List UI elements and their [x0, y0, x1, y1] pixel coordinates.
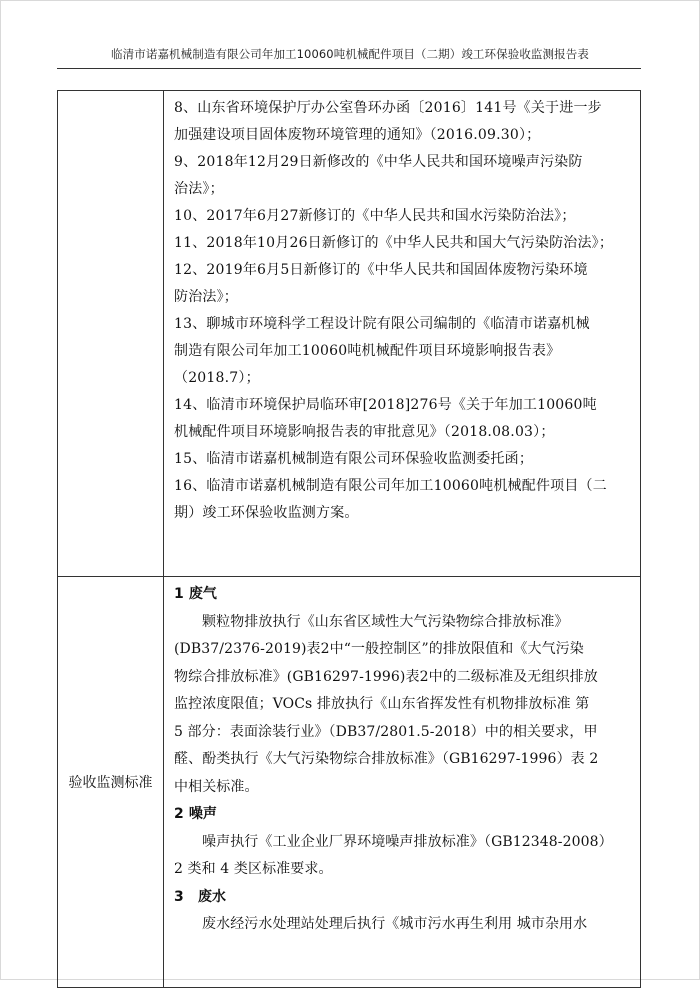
basis-label-cell: [58, 91, 164, 577]
basis-item-line: 9、2018年12月29日新修改的《中华人民共和国环境噪声污染防: [174, 154, 583, 170]
basis-item-line: 15、临清市诺嘉机械制造有限公司环保验收监测委托函；: [174, 451, 534, 467]
standards-content: [164, 577, 641, 988]
waste-water-text: [174, 911, 628, 939]
basis-item: [174, 446, 628, 473]
basis-item-line: 13、聊城市环境科学工程设计院有限公司编制的《临清市诺嘉机械: [174, 316, 590, 332]
basis-item: [174, 230, 628, 257]
standard-text-line: 中相关标准。: [174, 778, 259, 795]
basis-item-line: 8、山东省环境保护厅办公室鲁环办函〔2016〕141号《关于进一步: [174, 100, 602, 116]
noise-text: [174, 829, 628, 884]
basis-item-line: 期）竣工环保验收监测方案。: [174, 505, 359, 521]
basis-item-line: （2018.7）；: [174, 370, 260, 386]
standard-text-line: 5 部分：表面涂装行业》（DB37/2801.5-2018）中的相关要求，甲: [174, 723, 598, 740]
basis-item-line: 12、2019年6月5日新修订的《中华人民共和国固体废物污染环境: [174, 262, 588, 278]
standard-text-line: (DB37/2376-2019)表2中“一般控制区”的排放限值和《大气污染: [174, 641, 584, 657]
basis-item: [174, 149, 628, 203]
basis-item-line: 16、临清市诺嘉机械制造有限公司年加工10060吨机械配件项目（二: [174, 478, 607, 494]
noise-title: 2 噪声: [174, 806, 218, 822]
waste-water-title: 3 废水: [174, 888, 227, 905]
basis-item-line: 治法》；: [174, 181, 224, 197]
basis-row: [58, 91, 641, 577]
basis-item-line: 机械配件项目环境影响报告表的审批意见》（2018.08.03）；: [174, 424, 555, 440]
standard-text-line: 噪声执行《工业企业厂界环境噪声排放标准》（GB12348-2008）: [202, 833, 613, 850]
waste-gas-text: [174, 609, 628, 802]
basis-item: [174, 95, 628, 149]
standard-text-line: 颗粒物排放执行《山东省区域性大气污染物综合排放标准》: [202, 613, 569, 630]
header-rule: [57, 68, 641, 69]
basis-item: [174, 257, 628, 311]
basis-item: [174, 203, 628, 230]
basis-item: [174, 311, 628, 392]
standards-row: [58, 577, 641, 988]
standard-text-line: 物综合排放标准》(GB16297-1996)表2中的二级标准及无组织排放: [174, 668, 598, 685]
standards-row-label: 验收监测标准: [58, 577, 164, 988]
basis-item-line: 制造有限公司年加工10060吨机械配件项目环境影响报告表》: [174, 343, 561, 359]
basis-item-line: 防治法》；: [174, 289, 238, 305]
standard-text-line: 废水经污水处理站处理后执行《城市污水再生利用 城市杂用水: [202, 916, 588, 932]
basis-item-line: 11、2018年10月26日新修订的《中华人民共和国大气污染防治法》；: [174, 235, 614, 251]
basis-item: [174, 473, 628, 527]
basis-item-line: 10、2017年6月27新修订的《中华人民共和国水污染防治法》；: [174, 208, 576, 224]
basis-item-line: 加强建设项目固体废物环境管理的通知》（2016.09.30）；: [174, 127, 541, 143]
basis-item-line: 14、临清市环境保护局临环审[2018]276号《关于年加工10060吨: [174, 397, 597, 413]
document-header: 临清市诺嘉机械制造有限公司年加工10060吨机械配件项目（二期）竣工环保验收监测报告表: [111, 47, 589, 61]
standard-text-line: 2 类和 4 类区标准要求。: [174, 861, 333, 877]
waste-gas-title: 1 废气: [174, 586, 218, 602]
standard-text-line: 醛、酚类执行《大气污染物综合排放标准》（GB16297-1996）表 2: [174, 751, 599, 767]
basis-list: [164, 91, 641, 577]
report-table: [57, 90, 641, 988]
standard-text-line: 监控浓度限值；VOCs 排放执行《山东省挥发性有机物排放标准 第: [174, 696, 590, 712]
basis-item: [174, 392, 628, 446]
